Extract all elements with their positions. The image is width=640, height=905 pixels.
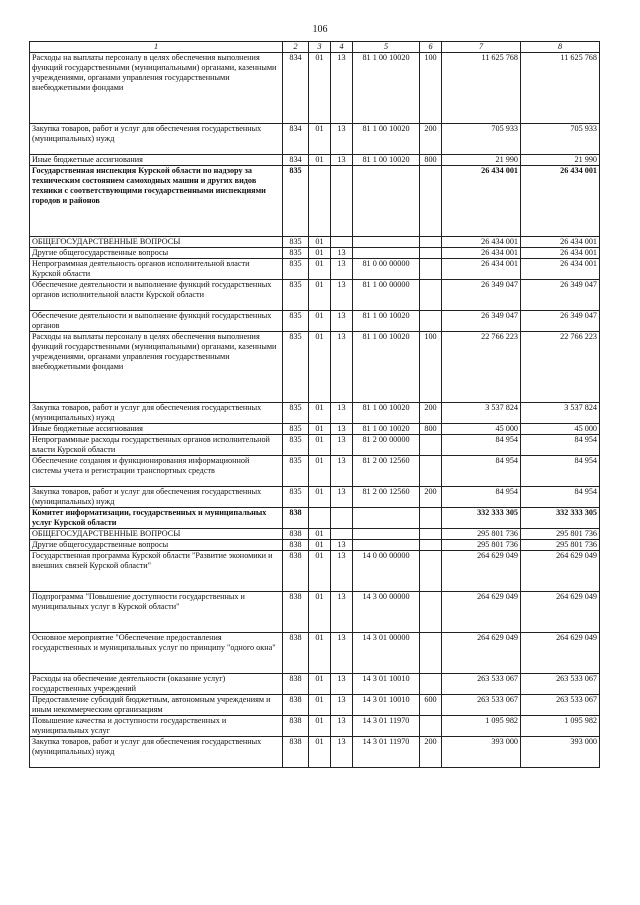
cell-csr: 81 0 00 00000 xyxy=(353,259,420,280)
cell-s1: 264 629 049 xyxy=(442,633,521,674)
cell-desc: Иные бюджетные ассигнования xyxy=(30,424,283,435)
cell-csr: 81 2 00 12560 xyxy=(353,487,420,508)
cell-rz: 01 xyxy=(309,716,331,737)
cell-csr: 81 1 00 10020 xyxy=(353,155,420,166)
cell-csr: 81 1 00 00000 xyxy=(353,280,420,311)
cell-csr: 81 1 00 10020 xyxy=(353,53,420,124)
cell-vr xyxy=(420,237,442,248)
cell-s2: 295 801 736 xyxy=(521,540,600,551)
cell-s2: 705 933 xyxy=(521,124,600,155)
cell-s1: 45 000 xyxy=(442,424,521,435)
cell-csr: 14 3 01 00000 xyxy=(353,633,420,674)
header-cell: 5 xyxy=(353,42,420,53)
cell-ved: 835 xyxy=(283,311,309,332)
cell-rz: 01 xyxy=(309,487,331,508)
cell-pr xyxy=(331,237,353,248)
cell-rz: 01 xyxy=(309,332,331,403)
cell-rz: 01 xyxy=(309,435,331,456)
cell-ved: 835 xyxy=(283,435,309,456)
cell-csr xyxy=(353,237,420,248)
cell-ved: 834 xyxy=(283,155,309,166)
header-row xyxy=(30,42,600,53)
cell-ved: 834 xyxy=(283,124,309,155)
cell-s1: 264 629 049 xyxy=(442,551,521,592)
cell-vr: 800 xyxy=(420,424,442,435)
cell-desc: Комитет информатизации, государственных и муниципальных услуг Курской области xyxy=(30,508,283,529)
cell-desc: Расходы на обеспечение деятельности (оказание услуг) государственных учреждений xyxy=(30,674,283,695)
header-cell: 3 xyxy=(309,42,331,53)
cell-ved: 838 xyxy=(283,716,309,737)
cell-s1: 3 537 824 xyxy=(442,403,521,424)
cell-vr xyxy=(420,280,442,311)
cell-desc: Повышение качества и доступности государственных и муниципальных услуг xyxy=(30,716,283,737)
cell-desc: Расходы на выплаты персоналу в целях обеспечения выполнения функций государственными (муниципальными) органами, казенными учреждениями, органами управления государственными внебюджетными фондами xyxy=(30,53,283,124)
table-row xyxy=(30,248,600,259)
cell-desc: Непрограммные расходы государственных органов исполнительной власти Курской области xyxy=(30,435,283,456)
cell-pr: 13 xyxy=(331,155,353,166)
cell-ved: 838 xyxy=(283,551,309,592)
cell-ved: 835 xyxy=(283,280,309,311)
cell-pr xyxy=(331,529,353,540)
cell-rz: 01 xyxy=(309,155,331,166)
table-row xyxy=(30,435,600,456)
cell-s1: 26 434 001 xyxy=(442,259,521,280)
cell-ved: 838 xyxy=(283,695,309,716)
cell-s1: 22 766 223 xyxy=(442,332,521,403)
cell-s2: 45 000 xyxy=(521,424,600,435)
cell-csr: 14 3 00 00000 xyxy=(353,592,420,633)
cell-desc: Обеспечение деятельности и выполнение функций государственных органов исполнительной власти Курской области xyxy=(30,280,283,311)
cell-pr: 13 xyxy=(331,551,353,592)
cell-rz: 01 xyxy=(309,674,331,695)
cell-ved: 838 xyxy=(283,674,309,695)
cell-ved: 834 xyxy=(283,53,309,124)
cell-pr: 13 xyxy=(331,716,353,737)
cell-s2: 26 349 047 xyxy=(521,311,600,332)
cell-vr xyxy=(420,716,442,737)
budget-table xyxy=(29,41,600,768)
header-cell: 4 xyxy=(331,42,353,53)
cell-rz: 01 xyxy=(309,237,331,248)
cell-vr xyxy=(420,540,442,551)
cell-s2: 84 954 xyxy=(521,487,600,508)
cell-rz: 01 xyxy=(309,280,331,311)
cell-pr: 13 xyxy=(331,487,353,508)
cell-desc: Государственная программа Курской области "Развитие экономики и внешних связей Курской области" xyxy=(30,551,283,592)
cell-csr: 81 1 00 10020 xyxy=(353,424,420,435)
cell-ved: 838 xyxy=(283,540,309,551)
cell-rz: 01 xyxy=(309,529,331,540)
cell-vr xyxy=(420,674,442,695)
cell-csr: 14 3 01 10010 xyxy=(353,674,420,695)
table-row xyxy=(30,487,600,508)
cell-pr: 13 xyxy=(331,456,353,487)
cell-desc: Государственная инспекция Курской области по надзору за техническим состоянием самоходных машин и других видов техники с соответствующими государственными инспекциями городов и районов xyxy=(30,166,283,237)
cell-s1: 295 801 736 xyxy=(442,540,521,551)
cell-vr xyxy=(420,456,442,487)
table-row xyxy=(30,633,600,674)
cell-ved: 838 xyxy=(283,529,309,540)
cell-rz: 01 xyxy=(309,124,331,155)
cell-vr xyxy=(420,529,442,540)
cell-s2: 26 434 001 xyxy=(521,248,600,259)
cell-vr: 200 xyxy=(420,737,442,768)
cell-csr: 81 2 00 12560 xyxy=(353,456,420,487)
cell-s1: 26 434 001 xyxy=(442,248,521,259)
cell-desc: Подпрограмма "Повышение доступности государственных и муниципальных услуг в Курской области" xyxy=(30,592,283,633)
cell-s1: 26 434 001 xyxy=(442,237,521,248)
cell-s2: 264 629 049 xyxy=(521,633,600,674)
cell-vr: 100 xyxy=(420,53,442,124)
table-row xyxy=(30,592,600,633)
header-cell: 2 xyxy=(283,42,309,53)
cell-rz xyxy=(309,166,331,237)
table-row xyxy=(30,508,600,529)
cell-s2: 264 629 049 xyxy=(521,551,600,592)
cell-s1: 26 349 047 xyxy=(442,311,521,332)
table-row xyxy=(30,695,600,716)
cell-csr: 14 3 01 11970 xyxy=(353,716,420,737)
cell-csr: 14 0 00 00000 xyxy=(353,551,420,592)
cell-csr: 81 1 00 10020 xyxy=(353,124,420,155)
cell-ved: 835 xyxy=(283,403,309,424)
cell-csr: 81 1 00 10020 xyxy=(353,332,420,403)
cell-s1: 21 990 xyxy=(442,155,521,166)
header-cell: 8 xyxy=(521,42,600,53)
cell-ved: 835 xyxy=(283,456,309,487)
cell-rz: 01 xyxy=(309,695,331,716)
cell-desc: Иные бюджетные ассигнования xyxy=(30,155,283,166)
cell-s1: 1 095 982 xyxy=(442,716,521,737)
cell-ved: 838 xyxy=(283,633,309,674)
cell-s2: 21 990 xyxy=(521,155,600,166)
cell-vr: 200 xyxy=(420,403,442,424)
cell-desc: Обеспечение создания и функционирования информационной системы учета и регистрации транспортных средств xyxy=(30,456,283,487)
table-row xyxy=(30,674,600,695)
cell-csr xyxy=(353,529,420,540)
cell-s2: 3 537 824 xyxy=(521,403,600,424)
cell-s1: 332 333 305 xyxy=(442,508,521,529)
cell-s1: 26 434 001 xyxy=(442,166,521,237)
cell-desc: Обеспечение деятельности и выполнение функций государственных органов xyxy=(30,311,283,332)
cell-vr: 100 xyxy=(420,332,442,403)
cell-vr: 800 xyxy=(420,155,442,166)
cell-csr: 81 2 00 00000 xyxy=(353,435,420,456)
table-row xyxy=(30,551,600,592)
cell-csr: 14 3 01 10010 xyxy=(353,695,420,716)
table-row xyxy=(30,403,600,424)
cell-rz: 01 xyxy=(309,456,331,487)
table-row xyxy=(30,716,600,737)
cell-desc: Основное мероприятие "Обеспечение предоставления государственных и муниципальных услуг по принципу "одного окна" xyxy=(30,633,283,674)
cell-s2: 263 533 067 xyxy=(521,674,600,695)
cell-csr: 81 1 00 10020 xyxy=(353,403,420,424)
table-row xyxy=(30,155,600,166)
cell-desc: Закупка товаров, работ и услуг для обеспечения государственных (муниципальных) нужд xyxy=(30,124,283,155)
table-row xyxy=(30,737,600,768)
cell-s2: 84 954 xyxy=(521,456,600,487)
cell-ved: 838 xyxy=(283,508,309,529)
header-cell: 7 xyxy=(442,42,521,53)
cell-pr: 13 xyxy=(331,259,353,280)
cell-pr: 13 xyxy=(331,280,353,311)
cell-s1: 295 801 736 xyxy=(442,529,521,540)
cell-desc: ОБЩЕГОСУДАРСТВЕННЫЕ ВОПРОСЫ xyxy=(30,237,283,248)
cell-ved: 835 xyxy=(283,166,309,237)
cell-ved: 835 xyxy=(283,248,309,259)
cell-pr: 13 xyxy=(331,695,353,716)
cell-s1: 11 625 768 xyxy=(442,53,521,124)
cell-s2: 263 533 067 xyxy=(521,695,600,716)
cell-s1: 84 954 xyxy=(442,487,521,508)
cell-vr xyxy=(420,551,442,592)
cell-csr: 81 1 00 10020 xyxy=(353,311,420,332)
cell-pr: 13 xyxy=(331,592,353,633)
cell-s1: 263 533 067 xyxy=(442,674,521,695)
cell-ved: 835 xyxy=(283,424,309,435)
header-cell: 1 xyxy=(30,42,283,53)
cell-rz: 01 xyxy=(309,403,331,424)
cell-rz: 01 xyxy=(309,540,331,551)
cell-s2: 264 629 049 xyxy=(521,592,600,633)
cell-desc: Закупка товаров, работ и услуг для обеспечения государственных (муниципальных) нужд xyxy=(30,737,283,768)
cell-pr: 13 xyxy=(331,424,353,435)
cell-csr xyxy=(353,540,420,551)
cell-pr: 13 xyxy=(331,332,353,403)
cell-vr xyxy=(420,259,442,280)
cell-pr: 13 xyxy=(331,53,353,124)
cell-desc: Непрограммная деятельность органов исполнительной власти Курской области xyxy=(30,259,283,280)
cell-vr: 200 xyxy=(420,487,442,508)
cell-s2: 22 766 223 xyxy=(521,332,600,403)
cell-s1: 393 000 xyxy=(442,737,521,768)
cell-desc: Другие общегосударственные вопросы xyxy=(30,540,283,551)
cell-s2: 26 434 001 xyxy=(521,166,600,237)
cell-s2: 26 434 001 xyxy=(521,237,600,248)
cell-s1: 263 533 067 xyxy=(442,695,521,716)
cell-rz: 01 xyxy=(309,592,331,633)
cell-csr xyxy=(353,248,420,259)
cell-desc: Закупка товаров, работ и услуг для обеспечения государственных (муниципальных) нужд xyxy=(30,403,283,424)
cell-vr: 200 xyxy=(420,124,442,155)
cell-rz: 01 xyxy=(309,259,331,280)
cell-ved: 835 xyxy=(283,487,309,508)
cell-s1: 26 349 047 xyxy=(442,280,521,311)
table-row xyxy=(30,332,600,403)
header-cell: 6 xyxy=(420,42,442,53)
cell-vr xyxy=(420,311,442,332)
table-row xyxy=(30,311,600,332)
cell-s2: 1 095 982 xyxy=(521,716,600,737)
cell-rz: 01 xyxy=(309,633,331,674)
cell-csr xyxy=(353,508,420,529)
cell-s1: 84 954 xyxy=(442,456,521,487)
cell-s1: 705 933 xyxy=(442,124,521,155)
cell-pr xyxy=(331,508,353,529)
cell-pr: 13 xyxy=(331,674,353,695)
cell-rz: 01 xyxy=(309,424,331,435)
cell-desc: Предоставление субсидий бюджетным, автономным учреждениям и иным некоммерческим организациям xyxy=(30,695,283,716)
cell-pr: 13 xyxy=(331,248,353,259)
cell-pr: 13 xyxy=(331,435,353,456)
cell-rz: 01 xyxy=(309,311,331,332)
cell-rz xyxy=(309,508,331,529)
cell-ved: 835 xyxy=(283,332,309,403)
cell-vr xyxy=(420,435,442,456)
table-row xyxy=(30,540,600,551)
cell-csr xyxy=(353,166,420,237)
cell-s2: 393 000 xyxy=(521,737,600,768)
table-row xyxy=(30,237,600,248)
page-number: 106 xyxy=(312,24,328,35)
table-row xyxy=(30,424,600,435)
table-row xyxy=(30,280,600,311)
cell-s2: 26 349 047 xyxy=(521,280,600,311)
cell-ved: 838 xyxy=(283,592,309,633)
cell-pr: 13 xyxy=(331,633,353,674)
table-row xyxy=(30,456,600,487)
cell-desc: Закупка товаров, работ и услуг для обеспечения государственных (муниципальных) нужд xyxy=(30,487,283,508)
cell-ved: 835 xyxy=(283,259,309,280)
cell-vr xyxy=(420,633,442,674)
cell-csr: 14 3 01 11970 xyxy=(353,737,420,768)
cell-pr: 13 xyxy=(331,540,353,551)
table-body xyxy=(30,53,600,768)
cell-ved: 838 xyxy=(283,737,309,768)
cell-vr: 600 xyxy=(420,695,442,716)
cell-rz: 01 xyxy=(309,248,331,259)
table-row xyxy=(30,529,600,540)
table-row xyxy=(30,124,600,155)
cell-desc: Другие общегосударственные вопросы xyxy=(30,248,283,259)
cell-s1: 84 954 xyxy=(442,435,521,456)
cell-vr xyxy=(420,592,442,633)
cell-s2: 26 434 001 xyxy=(521,259,600,280)
cell-s2: 295 801 736 xyxy=(521,529,600,540)
cell-vr xyxy=(420,508,442,529)
cell-rz: 01 xyxy=(309,737,331,768)
cell-vr xyxy=(420,248,442,259)
cell-desc: ОБЩЕГОСУДАРСТВЕННЫЕ ВОПРОСЫ xyxy=(30,529,283,540)
cell-ved: 835 xyxy=(283,237,309,248)
cell-pr: 13 xyxy=(331,737,353,768)
cell-pr: 13 xyxy=(331,311,353,332)
cell-s1: 264 629 049 xyxy=(442,592,521,633)
table-row xyxy=(30,259,600,280)
cell-vr xyxy=(420,166,442,237)
table-row xyxy=(30,166,600,237)
cell-s2: 332 333 305 xyxy=(521,508,600,529)
cell-rz: 01 xyxy=(309,53,331,124)
table-row xyxy=(30,53,600,124)
cell-pr xyxy=(331,166,353,237)
cell-s2: 84 954 xyxy=(521,435,600,456)
cell-s2: 11 625 768 xyxy=(521,53,600,124)
cell-pr: 13 xyxy=(331,124,353,155)
cell-pr: 13 xyxy=(331,403,353,424)
cell-desc: Расходы на выплаты персоналу в целях обеспечения выполнения функций государственными (муниципальными) органами, казенными учреждениями, органами управления государственными внебюджетными фондами xyxy=(30,332,283,403)
cell-rz: 01 xyxy=(309,551,331,592)
